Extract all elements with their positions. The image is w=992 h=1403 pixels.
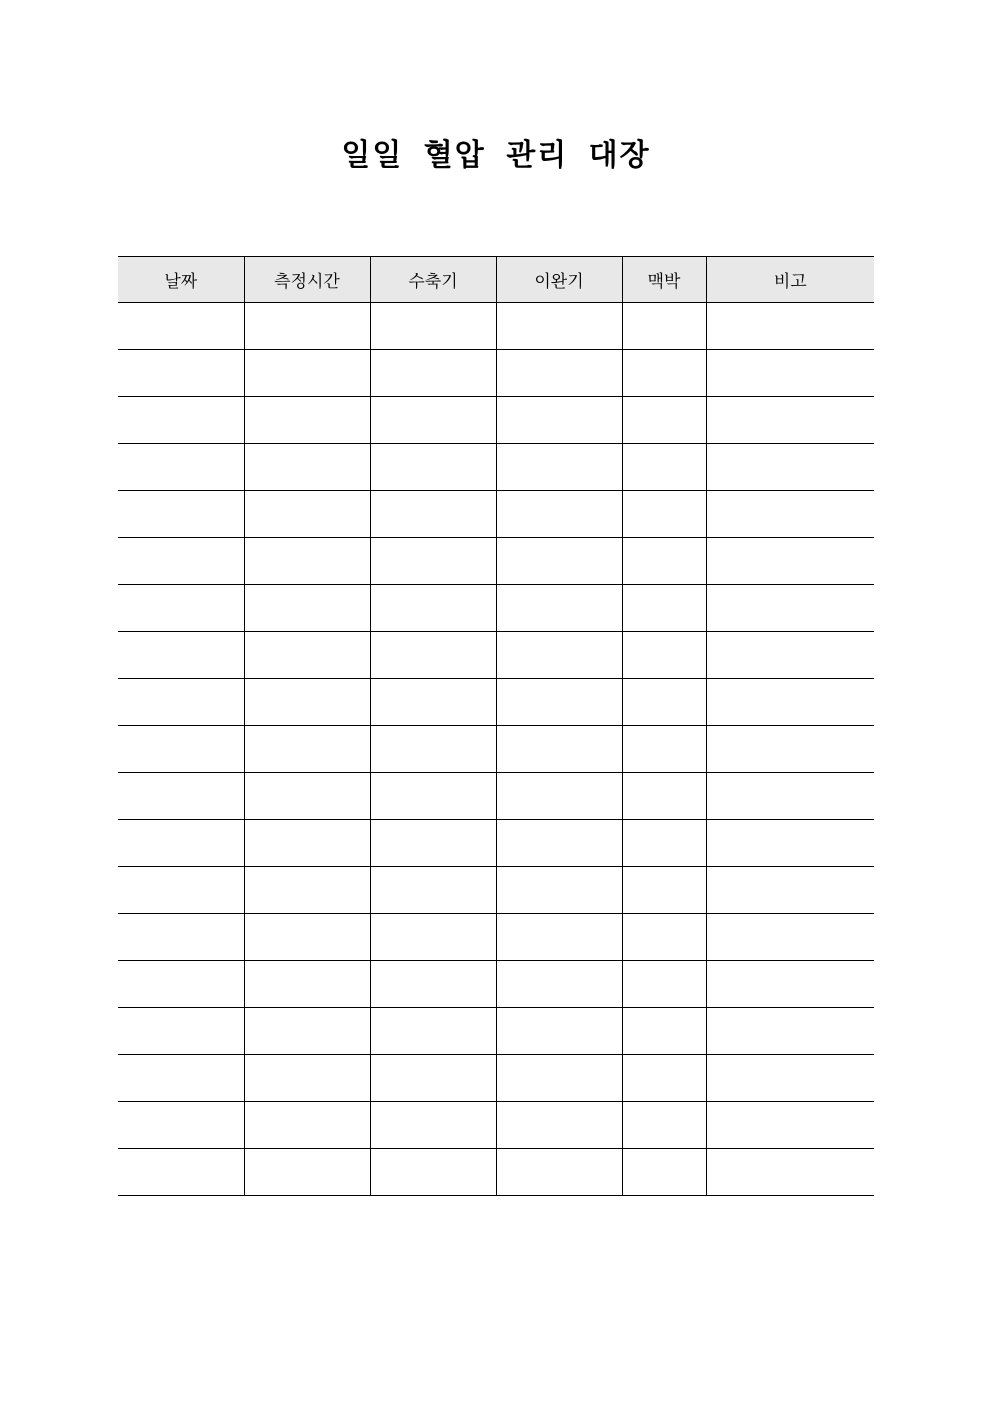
time-cell[interactable] xyxy=(244,1008,370,1055)
pulse-cell[interactable] xyxy=(622,397,706,444)
systolic-cell[interactable] xyxy=(370,350,496,397)
time-cell[interactable] xyxy=(244,961,370,1008)
notes-cell[interactable] xyxy=(706,491,874,538)
table-row xyxy=(118,726,874,773)
column-header-pulse: 맥박 xyxy=(622,257,706,303)
diastolic-cell[interactable] xyxy=(496,679,622,726)
diastolic-cell[interactable] xyxy=(496,397,622,444)
diastolic-cell[interactable] xyxy=(496,914,622,961)
table-body xyxy=(118,303,874,1196)
pulse-cell[interactable] xyxy=(622,444,706,491)
page-title: 일일 혈압 관리 대장 xyxy=(341,138,651,173)
pulse-cell[interactable] xyxy=(622,1102,706,1149)
time-cell[interactable] xyxy=(244,820,370,867)
systolic-cell[interactable] xyxy=(370,538,496,585)
time-cell[interactable] xyxy=(244,1055,370,1102)
date-cell[interactable] xyxy=(118,350,244,397)
diastolic-cell[interactable] xyxy=(496,867,622,914)
notes-cell[interactable] xyxy=(706,444,874,491)
time-cell[interactable] xyxy=(244,1149,370,1196)
table-row xyxy=(118,961,874,1008)
notes-cell[interactable] xyxy=(706,726,874,773)
table-row xyxy=(118,397,874,444)
time-cell[interactable] xyxy=(244,350,370,397)
pulse-cell[interactable] xyxy=(622,585,706,632)
notes-cell[interactable] xyxy=(706,538,874,585)
time-cell[interactable] xyxy=(244,491,370,538)
pulse-cell[interactable] xyxy=(622,1149,706,1196)
time-cell[interactable] xyxy=(244,773,370,820)
time-cell[interactable] xyxy=(244,303,370,350)
column-header-diastolic: 이완기 xyxy=(496,257,622,303)
notes-cell[interactable] xyxy=(706,1008,874,1055)
date-cell[interactable] xyxy=(118,961,244,1008)
pulse-cell[interactable] xyxy=(622,773,706,820)
time-cell[interactable] xyxy=(244,867,370,914)
notes-cell[interactable] xyxy=(706,679,874,726)
diastolic-cell[interactable] xyxy=(496,585,622,632)
notes-cell[interactable] xyxy=(706,820,874,867)
systolic-cell[interactable] xyxy=(370,1008,496,1055)
pulse-cell[interactable] xyxy=(622,679,706,726)
column-header-time: 측정시간 xyxy=(244,257,370,303)
notes-cell[interactable] xyxy=(706,961,874,1008)
table-row xyxy=(118,444,874,491)
notes-cell[interactable] xyxy=(706,397,874,444)
diastolic-cell[interactable] xyxy=(496,820,622,867)
time-cell[interactable] xyxy=(244,1102,370,1149)
time-cell[interactable] xyxy=(244,632,370,679)
table-row xyxy=(118,773,874,820)
diastolic-cell[interactable] xyxy=(496,1149,622,1196)
column-header-notes: 비고 xyxy=(706,257,874,303)
table-row xyxy=(118,538,874,585)
notes-cell[interactable] xyxy=(706,914,874,961)
date-cell[interactable] xyxy=(118,820,244,867)
systolic-cell[interactable] xyxy=(370,397,496,444)
systolic-cell[interactable] xyxy=(370,632,496,679)
notes-cell[interactable] xyxy=(706,867,874,914)
date-cell[interactable] xyxy=(118,632,244,679)
notes-cell[interactable] xyxy=(706,1149,874,1196)
diastolic-cell[interactable] xyxy=(496,726,622,773)
notes-cell[interactable] xyxy=(706,1055,874,1102)
pulse-cell[interactable] xyxy=(622,820,706,867)
pulse-cell[interactable] xyxy=(622,350,706,397)
diastolic-cell[interactable] xyxy=(496,491,622,538)
date-cell[interactable] xyxy=(118,538,244,585)
diastolic-cell[interactable] xyxy=(496,773,622,820)
time-cell[interactable] xyxy=(244,914,370,961)
pulse-cell[interactable] xyxy=(622,914,706,961)
time-cell[interactable] xyxy=(244,585,370,632)
pulse-cell[interactable] xyxy=(622,961,706,1008)
systolic-cell[interactable] xyxy=(370,914,496,961)
notes-cell[interactable] xyxy=(706,773,874,820)
systolic-cell[interactable] xyxy=(370,303,496,350)
systolic-cell[interactable] xyxy=(370,961,496,1008)
time-cell[interactable] xyxy=(244,444,370,491)
table-row xyxy=(118,820,874,867)
date-cell[interactable] xyxy=(118,1055,244,1102)
pulse-cell[interactable] xyxy=(622,538,706,585)
systolic-cell[interactable] xyxy=(370,491,496,538)
pulse-cell[interactable] xyxy=(622,491,706,538)
diastolic-cell[interactable] xyxy=(496,1008,622,1055)
systolic-cell[interactable] xyxy=(370,444,496,491)
systolic-cell[interactable] xyxy=(370,726,496,773)
systolic-cell[interactable] xyxy=(370,1149,496,1196)
systolic-cell[interactable] xyxy=(370,773,496,820)
time-cell[interactable] xyxy=(244,397,370,444)
systolic-cell[interactable] xyxy=(370,867,496,914)
table-row xyxy=(118,1102,874,1149)
column-header-date: 날짜 xyxy=(118,257,244,303)
time-cell[interactable] xyxy=(244,679,370,726)
table-row xyxy=(118,1008,874,1055)
time-cell[interactable] xyxy=(244,726,370,773)
date-cell[interactable] xyxy=(118,726,244,773)
systolic-cell[interactable] xyxy=(370,1102,496,1149)
systolic-cell[interactable] xyxy=(370,585,496,632)
pulse-cell[interactable] xyxy=(622,1008,706,1055)
date-cell[interactable] xyxy=(118,1008,244,1055)
systolic-cell[interactable] xyxy=(370,1055,496,1102)
table-row xyxy=(118,679,874,726)
notes-cell[interactable] xyxy=(706,632,874,679)
notes-cell[interactable] xyxy=(706,350,874,397)
table-row xyxy=(118,867,874,914)
date-cell[interactable] xyxy=(118,444,244,491)
date-cell[interactable] xyxy=(118,679,244,726)
date-cell[interactable] xyxy=(118,773,244,820)
table-row xyxy=(118,914,874,961)
table-row xyxy=(118,1149,874,1196)
pulse-cell[interactable] xyxy=(622,867,706,914)
table-row xyxy=(118,491,874,538)
diastolic-cell[interactable] xyxy=(496,538,622,585)
date-cell[interactable] xyxy=(118,303,244,350)
date-cell[interactable] xyxy=(118,397,244,444)
pulse-cell[interactable] xyxy=(622,303,706,350)
notes-cell[interactable] xyxy=(706,585,874,632)
date-cell[interactable] xyxy=(118,914,244,961)
pulse-cell[interactable] xyxy=(622,1055,706,1102)
pulse-cell[interactable] xyxy=(622,632,706,679)
notes-cell[interactable] xyxy=(706,1102,874,1149)
diastolic-cell[interactable] xyxy=(496,444,622,491)
table-row xyxy=(118,1055,874,1102)
systolic-cell[interactable] xyxy=(370,679,496,726)
systolic-cell[interactable] xyxy=(370,820,496,867)
date-cell[interactable] xyxy=(118,1102,244,1149)
diastolic-cell[interactable] xyxy=(496,632,622,679)
table-header-row xyxy=(118,257,874,303)
diastolic-cell[interactable] xyxy=(496,1055,622,1102)
diastolic-cell[interactable] xyxy=(496,350,622,397)
pulse-cell[interactable] xyxy=(622,726,706,773)
date-cell[interactable] xyxy=(118,1149,244,1196)
date-cell[interactable] xyxy=(118,585,244,632)
diastolic-cell[interactable] xyxy=(496,303,622,350)
date-cell[interactable] xyxy=(118,491,244,538)
notes-cell[interactable] xyxy=(706,303,874,350)
diastolic-cell[interactable] xyxy=(496,1102,622,1149)
column-header-systolic: 수축기 xyxy=(370,257,496,303)
diastolic-cell[interactable] xyxy=(496,961,622,1008)
table-row xyxy=(118,350,874,397)
table-row xyxy=(118,632,874,679)
blood-pressure-log-table xyxy=(118,256,874,1196)
table-row xyxy=(118,303,874,350)
time-cell[interactable] xyxy=(244,538,370,585)
date-cell[interactable] xyxy=(118,867,244,914)
table-row xyxy=(118,585,874,632)
